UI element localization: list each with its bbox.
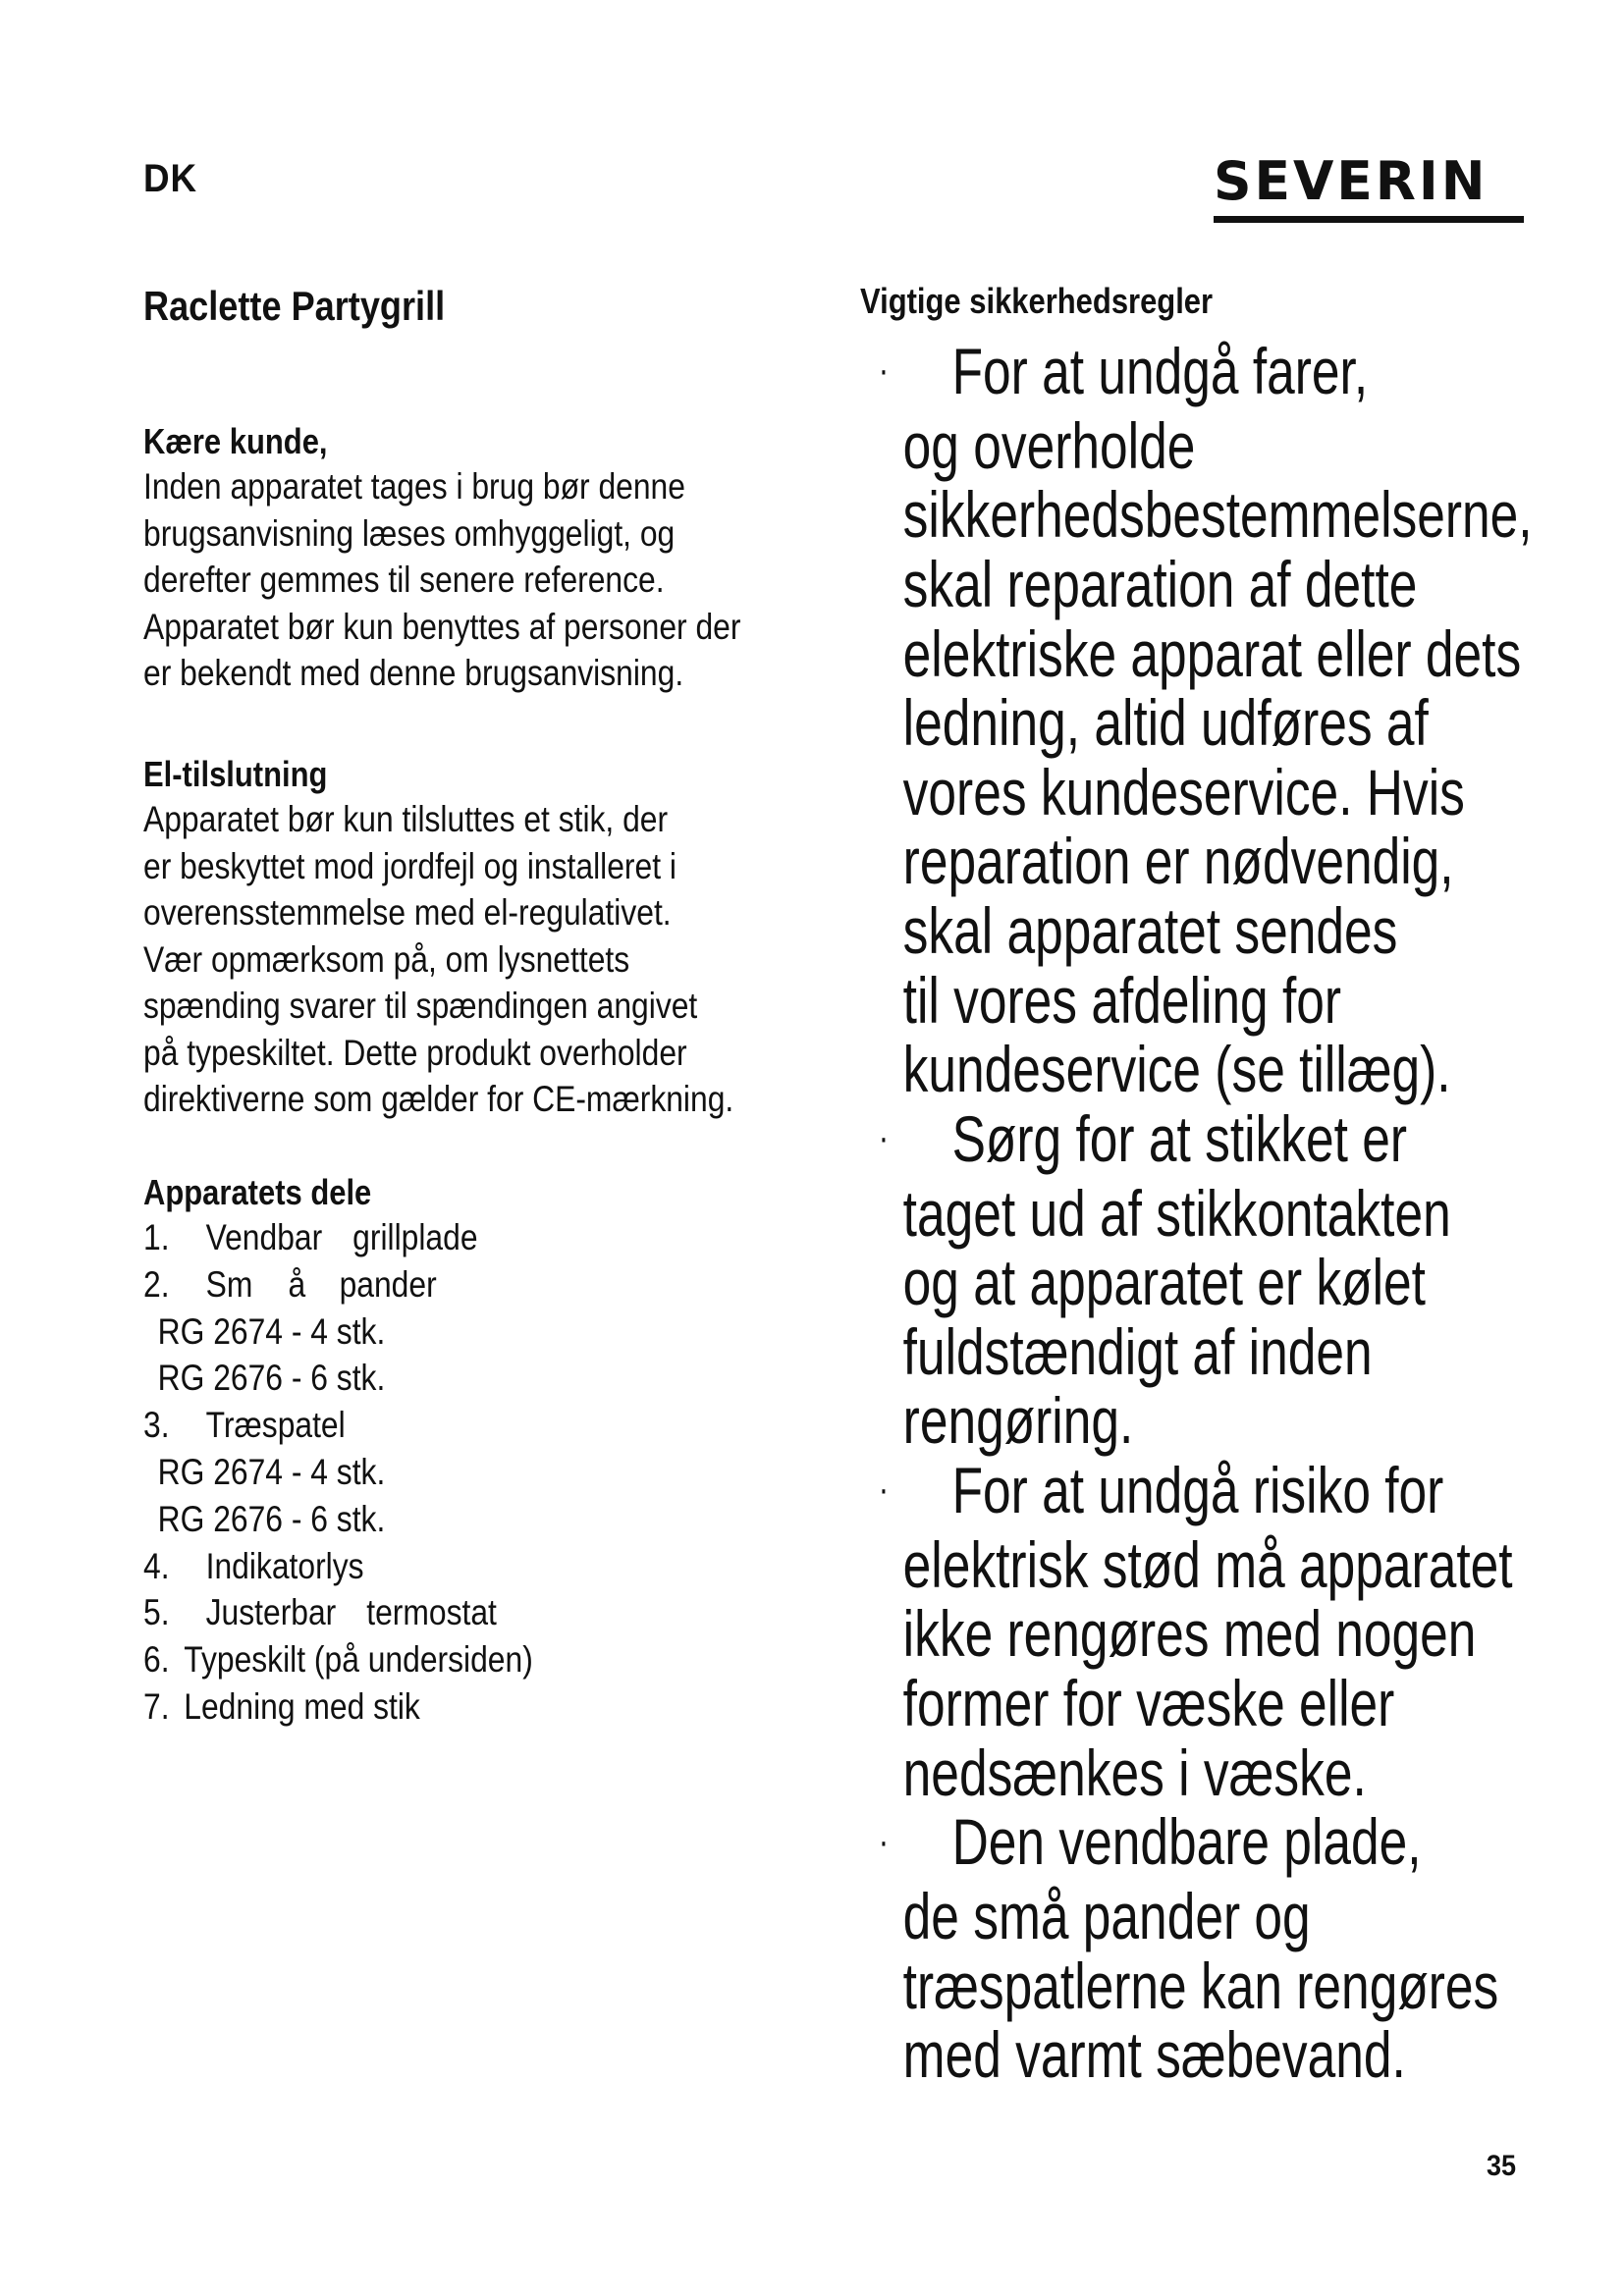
intro-text	[143, 463, 836, 697]
text-line: Inden apparatet tages i brug bør denne	[143, 466, 685, 507]
item-word: Indikatorlys	[205, 1545, 364, 1586]
rule-line: med varmt sæbevand.	[902, 2018, 1406, 2092]
text-line: brugsanvisning læses omhyggeligt, og	[143, 512, 676, 554]
item-word: pander	[339, 1263, 437, 1305]
rule-text: Den vendbare plade,	[951, 1805, 1422, 1879]
list-item	[143, 1636, 836, 1683]
item-word: Træspatel	[205, 1405, 346, 1446]
safety-heading: Vigtige sikkerhedsregler	[860, 281, 1214, 321]
item-number: 4.	[143, 1545, 170, 1586]
item-word: grillplade	[352, 1217, 478, 1257]
item-number: 2.	[143, 1263, 170, 1305]
safety-rule-first-line	[860, 337, 1549, 411]
bullet-icon: ·	[878, 1116, 890, 1160]
safety-rule-first-line	[860, 1101, 1549, 1179]
list-item	[143, 1214, 836, 1261]
list-subitem: RG 2676 - 6 stk.	[157, 1358, 386, 1399]
item-word: Sm	[205, 1263, 253, 1305]
right-column	[860, 281, 1567, 2092]
rule-line: ledning, altid udføres af	[902, 686, 1429, 760]
safety-rule-first-line	[860, 1456, 1549, 1530]
list-item	[143, 1402, 836, 1449]
electrical-text	[143, 796, 836, 1123]
rule-line: former for væske eller	[902, 1667, 1395, 1740]
rule-line: reparation er nødvendig,	[902, 825, 1454, 898]
rule-line: og overholde	[902, 408, 1196, 482]
safety-rule-first-line	[860, 1807, 1549, 1882]
rule-line: skal reparation af dette	[902, 548, 1418, 621]
parts-section	[143, 1171, 836, 1731]
item-number: 7.	[143, 1685, 170, 1727]
safety-rules	[860, 337, 1549, 2090]
text-line: derefter gemmes til senere reference.	[143, 560, 665, 600]
intro-heading: Kære kunde,	[143, 421, 328, 461]
rule-line: ikke rengøres med nogen	[902, 1597, 1477, 1671]
list-item	[143, 1589, 836, 1636]
parts-heading: Apparatets dele	[143, 1172, 372, 1212]
rule-line: og at apparatet er kølet	[902, 1246, 1426, 1319]
page-number: 35	[1487, 2150, 1517, 2182]
parts-list	[143, 1214, 836, 1731]
list-item	[143, 1543, 836, 1590]
text-line: Vær opmærksom på, om lysnettets	[143, 938, 630, 980]
item-text: Ledning med stik	[184, 1685, 420, 1727]
intro-section	[143, 420, 836, 697]
rule-text: For at undgå farer,	[951, 335, 1369, 407]
electrical-section	[143, 753, 836, 1123]
rule-line: kundeservice (se tillæg).	[902, 1033, 1451, 1106]
text-line: er beskyttet mod jordfejl og installeret i	[143, 845, 677, 886]
item-number: 5.	[143, 1592, 170, 1633]
list-subitem: RG 2674 - 4 stk.	[157, 1451, 386, 1492]
item-word: Vendbar	[205, 1217, 323, 1257]
rule-line: rengøring.	[902, 1384, 1134, 1458]
rule-line: elektrisk stød må apparatet	[902, 1527, 1513, 1601]
rule-line: træspatlerne kan rengøres	[902, 1949, 1499, 2022]
item-word: termostat	[366, 1592, 497, 1633]
list-subitem: RG 2674 - 4 stk.	[157, 1310, 386, 1352]
left-column	[143, 283, 831, 1727]
rule-line: vores kundeservice. Hvis	[902, 755, 1465, 828]
rule-line: til vores afdeling for	[902, 963, 1342, 1037]
rule-text: For at undgå risiko for	[951, 1454, 1444, 1527]
item-text: Typeskilt (på undersiden)	[184, 1639, 533, 1681]
logo-underline	[1214, 216, 1524, 223]
language-code: DK	[143, 157, 197, 200]
item-word: å	[288, 1263, 306, 1305]
list-item	[143, 1683, 836, 1731]
rule-line: fuldstændigt af inden	[902, 1314, 1373, 1388]
text-line: på typeskiltet. Dette produkt overholder	[143, 1032, 687, 1073]
item-word: Justerbar	[205, 1592, 337, 1633]
text-line: er bekendt med denne brugsanvisning.	[143, 653, 684, 693]
rule-line: sikkerhedsbestemmelserne,	[902, 478, 1533, 552]
rule-text: Sørg for at stikket er	[951, 1101, 1408, 1175]
severin-logo	[1214, 150, 1526, 226]
text-line: direktiverne som gælder for CE-mærkning.	[143, 1079, 734, 1119]
document-title: Raclette Partygrill	[143, 283, 446, 329]
bullet-icon: ·	[878, 348, 890, 393]
list-subitem: RG 2676 - 6 stk.	[157, 1498, 386, 1539]
item-number: 6.	[143, 1639, 170, 1681]
rule-line: elektriske apparat eller dets	[902, 616, 1522, 690]
text-line: Apparatet bør kun benyttes af personer der	[143, 606, 741, 647]
rule-line: nedsænkes i væske.	[902, 1735, 1367, 1809]
rule-line: taget ud af stikkontakten	[902, 1176, 1451, 1250]
item-number: 1.	[143, 1217, 170, 1257]
rule-line: skal apparatet sendes	[902, 894, 1398, 968]
electrical-heading: El-tilslutning	[143, 754, 328, 794]
rule-line: de små pander og	[902, 1880, 1311, 1953]
bullet-icon: ·	[878, 1468, 890, 1512]
bullet-icon: ·	[878, 1819, 890, 1863]
text-line: Apparatet bør kun tilsluttes et stik, der	[143, 799, 669, 839]
list-item	[143, 1261, 836, 1308]
brand-name: SEVERIN	[1214, 150, 1489, 212]
text-line: overensstemmelse med el-regulativet.	[143, 892, 672, 933]
item-number: 3.	[143, 1405, 170, 1446]
text-line: spænding svarer til spændingen angivet	[143, 986, 698, 1026]
